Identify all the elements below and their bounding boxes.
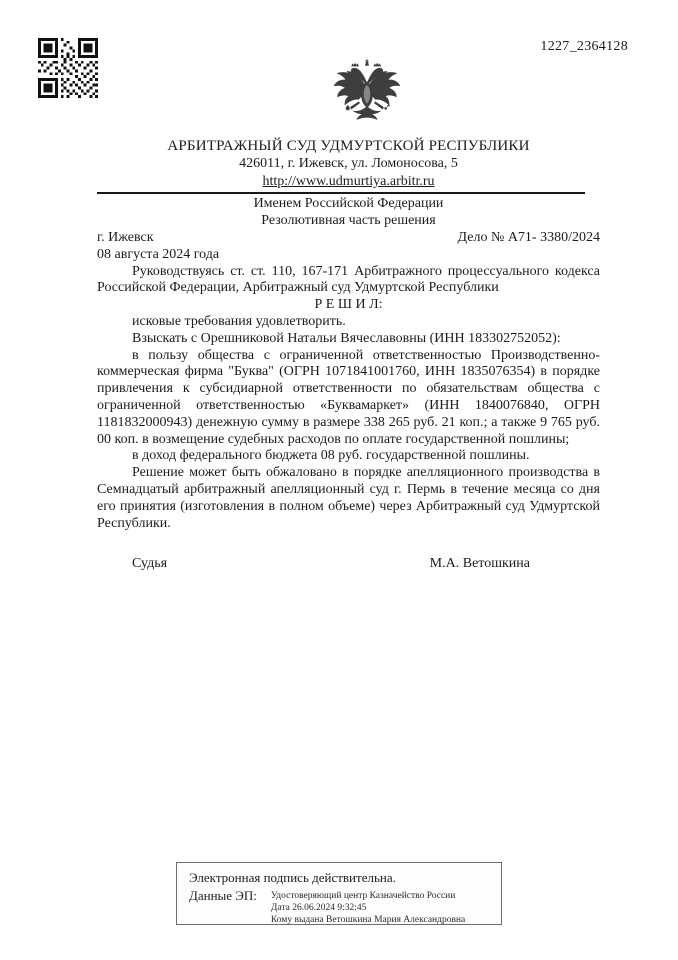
russian-coat-of-arms-icon bbox=[332, 59, 402, 125]
esign-data-label: Данные ЭП: bbox=[189, 888, 257, 903]
judge-name: М.А. Ветошкина bbox=[429, 556, 530, 572]
court-address: 426011, г. Ижевск, ул. Ломоносова, 5 bbox=[239, 156, 458, 171]
resolved-heading: Р Е Ш И Л: bbox=[314, 297, 383, 313]
esign-date: Дата 26.06.2024 9:32:45 bbox=[270, 903, 367, 913]
esign-authority: Удостоверяющий центр Казначейство России bbox=[270, 891, 456, 901]
electronic-signature-stamp bbox=[176, 862, 502, 925]
case-info-row bbox=[97, 230, 600, 247]
court-header bbox=[97, 137, 600, 191]
in-the-name-line: Именем Российской Федерации bbox=[253, 196, 444, 211]
body-paragraph: Решение может быть обжаловано в порядке апелляционного производства в Семнадцатый арбитражный апелляционный суд г. Пермь в течение месяца со дня его принятия (изготовления в полном объеме) через Арбитражный суд Удмуртской Республики. bbox=[97, 465, 600, 531]
header-divider bbox=[97, 192, 585, 194]
court-name: АРБИТРАЖНЫЙ СУД УДМУРТСКОЙ РЕСПУБЛИКИ bbox=[167, 138, 530, 154]
body-paragraph: в пользу общества с ограниченной ответственностью Производственно-коммерческая фирма "Буква" (ОГРН 1071841001760, ИНН 1835076354) в порядке привлечения к субсидиарной ответственности по обязательствам общества с ограниченной ответственностью «Буквамаркет» (ИНН 1840076840, ОГРН 1181832000943) денежную сумму в размере 338 265 руб. 21 коп.; а также 9 765 руб. 00 коп. в возмещение судебных расходов по оплате государственной пошлины; bbox=[97, 347, 600, 447]
case-number: Дело № А71- 3380/2024 bbox=[457, 230, 600, 245]
esign-details bbox=[271, 888, 465, 926]
city-label: г. Ижевск bbox=[97, 230, 154, 245]
intro-paragraph: Руководствуясь ст. ст. 110, 167-171 Арбитражного процессуального кодекса Российской Федерации, Арбитражный суд Удмуртской Республики bbox=[97, 263, 600, 296]
qr-code bbox=[38, 38, 98, 98]
esign-issued-to: Кому выдана Ветошкина Мария Александровна bbox=[270, 915, 466, 925]
document-subheader bbox=[97, 196, 600, 230]
body-paragraph: в доход федерального бюджета 08 руб. государственной пошлины. bbox=[132, 448, 530, 464]
decision-date: 08 августа 2024 года bbox=[97, 246, 220, 262]
document-body bbox=[97, 230, 600, 573]
esign-valid-note: Электронная подпись действительна. bbox=[189, 870, 396, 885]
body-paragraph: исковые требования удовлетворить. bbox=[132, 313, 346, 329]
esign-data-row bbox=[189, 888, 491, 926]
document-type-line: Резолютивная часть решения bbox=[261, 212, 436, 228]
judge-label: Судья bbox=[132, 556, 168, 572]
court-website-link: http://www.udmurtiya.arbitr.ru bbox=[262, 174, 435, 189]
body-paragraph: Взыскать с Орешниковой Натальи Вячеславовны (ИНН 183302752052): bbox=[132, 330, 561, 346]
judge-signature-row bbox=[97, 556, 600, 573]
document-id: 1227_2364128 bbox=[540, 39, 628, 54]
